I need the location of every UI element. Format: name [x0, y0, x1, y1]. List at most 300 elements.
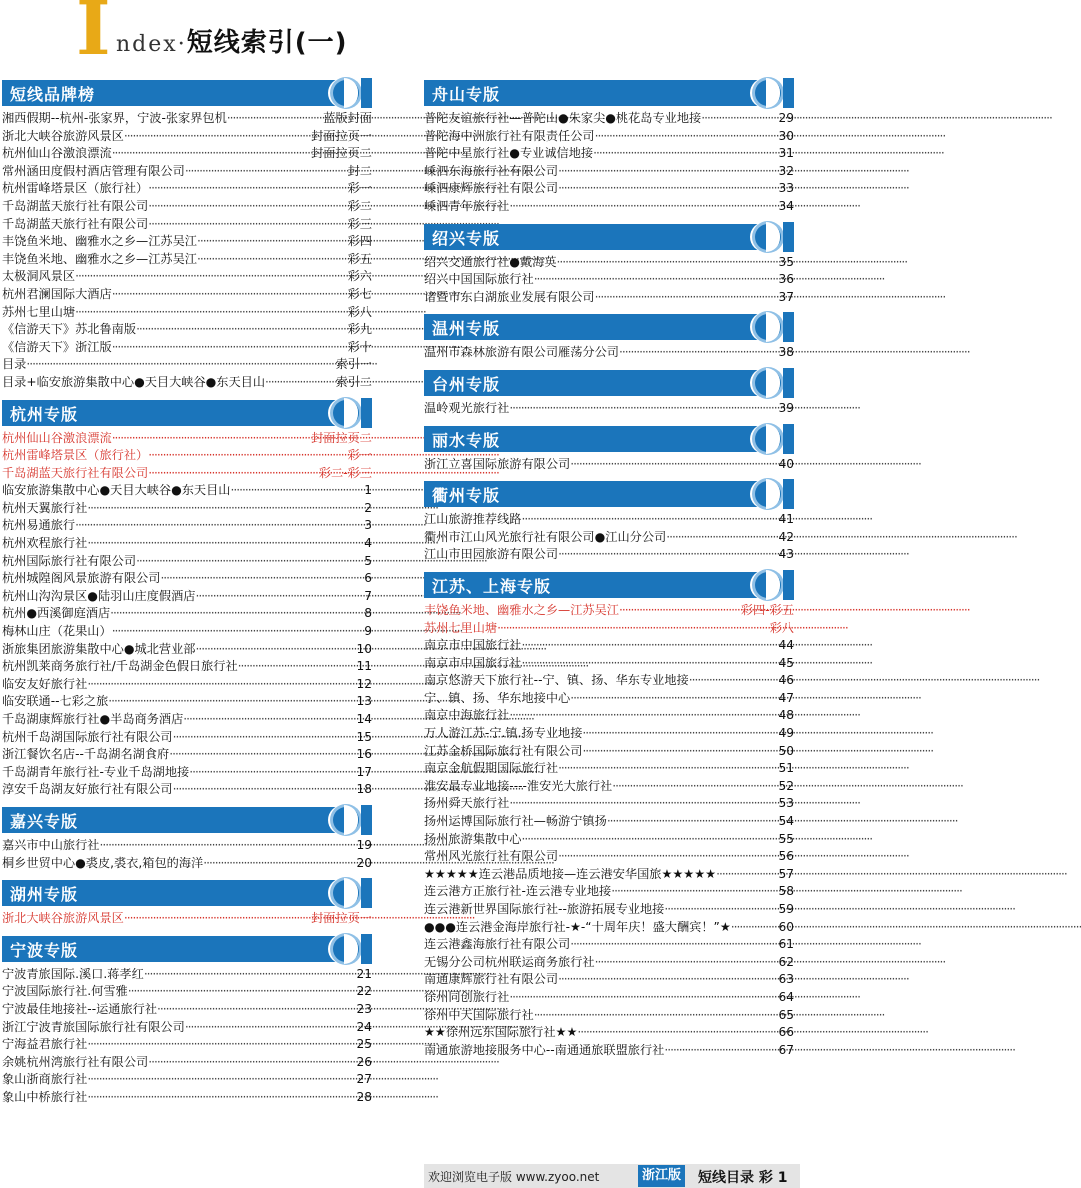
index-entry[interactable] — [424, 271, 794, 289]
entry-page: 彩一 — [347, 181, 372, 196]
index-entry[interactable] — [424, 866, 794, 884]
entry-page: 彩九 — [347, 322, 372, 337]
index-entry[interactable] — [424, 110, 794, 128]
entry-page: 28 — [356, 1089, 372, 1104]
index-entry[interactable] — [424, 795, 794, 813]
index-entry[interactable] — [424, 848, 794, 866]
index-entry[interactable] — [424, 813, 794, 831]
index-entry[interactable] — [424, 672, 794, 690]
leader-dots — [522, 831, 779, 849]
index-entry[interactable] — [2, 570, 372, 588]
index-entry[interactable] — [2, 145, 372, 163]
entry-title: 千岛湖蓝天旅行社有限公司 — [2, 465, 149, 480]
entry-title: 嵊泗东海旅行社有限公司 — [424, 163, 559, 178]
entry-title: 连云港方正旅行社-连云港专业地接 — [424, 884, 612, 899]
section-title: 温州专版 — [432, 319, 501, 339]
leader-dots — [509, 707, 778, 725]
entry-page: 60 — [778, 919, 794, 934]
entry-title: 普陀友谊旅行社—普陀山●朱家尖●桃花岛专业地接 — [424, 111, 702, 125]
entry-page: 封二 — [347, 163, 372, 178]
entry-title: 连云港鑫海旅行社有限公司 — [424, 937, 571, 952]
section-header — [2, 936, 372, 962]
entry-title: 衢州市江山风光旅行社有限公司●江山分公司 — [424, 529, 667, 544]
entry-title: 江苏金桥国际旅行社有限公司 — [424, 743, 583, 758]
entry-title: ★★徐州远东国际旅行社★★ — [424, 1025, 578, 1040]
entry-page: 1 — [364, 483, 372, 498]
section-badge-icon — [328, 878, 372, 908]
leader-dots — [160, 570, 364, 588]
index-entry[interactable] — [2, 304, 372, 322]
index-entry[interactable] — [2, 128, 372, 146]
index-entry[interactable] — [2, 729, 372, 747]
entry-page: 彩一 — [347, 448, 372, 463]
entry-title: 浙旅集团旅游集散中心●城北营业部 — [2, 641, 196, 656]
leader-dots — [124, 910, 311, 928]
section-title: 湖州专版 — [10, 885, 79, 905]
entry-page: 10 — [356, 641, 372, 656]
index-entry[interactable] — [424, 254, 794, 272]
entry-title: 杭州易通旅行 — [2, 518, 76, 533]
leader-dots — [664, 901, 778, 919]
index-entry[interactable] — [424, 778, 794, 796]
section-title: 丽水专版 — [432, 430, 501, 450]
leader-dots — [124, 128, 311, 146]
index-entry[interactable] — [2, 855, 372, 873]
section-header — [424, 481, 794, 507]
entry-page: 14 — [356, 712, 372, 726]
entry-title: 杭州千岛湖国际旅行社有限公司 — [2, 729, 173, 744]
entry-title: 浙江立喜国际旅游有限公司 — [424, 456, 571, 471]
entry-title: 宁、镇、扬、华东地接中心 — [424, 690, 571, 705]
entry-page: 索引一 — [335, 357, 372, 372]
index-entry[interactable] — [2, 198, 372, 216]
index-entry[interactable] — [2, 430, 372, 448]
leader-dots — [611, 883, 778, 901]
section-badge-icon — [750, 570, 794, 600]
index-entry[interactable] — [2, 374, 372, 392]
index-entry[interactable] — [424, 198, 794, 216]
footer-edition-badge: 浙江版 — [638, 1165, 685, 1187]
entry-title: 苏州七里山塘 — [2, 304, 76, 319]
index-entry[interactable] — [424, 936, 794, 954]
index-entry[interactable] — [2, 764, 372, 782]
index-entry[interactable] — [424, 344, 794, 362]
entry-title: 淮安最专业地接----淮安光大旅行社 — [424, 778, 613, 793]
leader-dots — [619, 602, 741, 620]
section-title: 绍兴专版 — [432, 228, 501, 248]
entry-page: 57 — [778, 866, 794, 881]
page-header — [70, 0, 490, 70]
page-title — [116, 22, 347, 59]
entry-page: 34 — [778, 198, 794, 213]
section-title: 杭州专版 — [10, 404, 79, 424]
entry-page: 41 — [778, 512, 794, 527]
entry-page: 62 — [778, 954, 794, 969]
entry-title: 浙北大峡谷旅游风景区 — [2, 128, 124, 143]
index-entry[interactable] — [424, 919, 794, 937]
index-entry[interactable] — [424, 725, 794, 743]
entry-page: 31 — [778, 146, 794, 161]
index-entry[interactable] — [2, 110, 372, 128]
leader-dots — [185, 1019, 357, 1037]
leader-dots — [203, 855, 356, 873]
entry-page: 24 — [356, 1019, 372, 1034]
entry-title: 江山市田园旅游有限公司 — [424, 547, 559, 562]
section-header — [424, 80, 794, 106]
entry-title: 杭州仙山谷激浪漂流 — [2, 146, 112, 161]
entry-title: 浙北大峡谷旅游风景区 — [2, 911, 124, 926]
section-list — [424, 110, 794, 216]
index-entry[interactable] — [2, 1054, 372, 1072]
index-entry[interactable] — [2, 676, 372, 694]
entry-title: 宁海益君旅行社 — [2, 1037, 88, 1052]
index-entry[interactable] — [424, 971, 794, 989]
index-entry[interactable] — [424, 883, 794, 901]
entry-title: 千岛湖康辉旅行社●半岛商务酒店 — [2, 712, 184, 726]
footer-bar — [424, 1164, 800, 1188]
entry-page: 26 — [356, 1054, 372, 1069]
entry-title: 梅林山庄（花果山） — [2, 624, 112, 639]
index-entry[interactable] — [424, 180, 794, 198]
index-entry[interactable] — [2, 180, 372, 198]
entry-title: 湘西假期--杭州-张家界，宁波-张家界包机 — [2, 111, 227, 125]
index-entry[interactable] — [2, 482, 372, 500]
index-entry[interactable] — [2, 535, 372, 553]
leader-dots — [189, 764, 356, 782]
leader-dots — [497, 620, 770, 638]
entry-title: 杭州●西溪御庭酒店 — [2, 606, 111, 621]
entry-page: 48 — [778, 708, 794, 723]
entry-title: 千岛湖蓝天旅行社有限公司 — [2, 198, 149, 213]
entry-title: 温岭观光旅行社 — [424, 400, 510, 415]
entry-title: 杭州仙山谷激浪漂流 — [2, 430, 112, 445]
index-entry[interactable] — [2, 605, 372, 623]
leader-dots — [607, 813, 779, 831]
index-entry[interactable] — [424, 602, 794, 620]
section-header — [2, 400, 372, 426]
entry-title: 千岛湖蓝天旅行社有限公司 — [2, 216, 149, 231]
entry-page: 彩四-彩五 — [740, 602, 794, 617]
section-list — [424, 511, 794, 564]
leader-dots — [87, 676, 356, 694]
entry-title: 苏州七里山塘 — [424, 620, 498, 635]
leader-dots — [100, 837, 357, 855]
entry-page: 3 — [364, 518, 372, 533]
leader-dots — [238, 658, 357, 676]
index-entry[interactable] — [424, 1042, 794, 1060]
leader-dots — [593, 145, 778, 163]
entry-page: 44 — [778, 638, 794, 653]
entry-page: 4 — [364, 536, 372, 551]
index-entry[interactable] — [424, 546, 794, 564]
leader-dots — [582, 725, 778, 743]
leader-dots — [195, 641, 356, 659]
entry-page: 索引二 — [335, 374, 372, 389]
right-column — [424, 80, 794, 1067]
entry-page: 彩十 — [347, 339, 372, 354]
leader-dots — [509, 198, 778, 216]
entry-title: 绍兴中国国际旅行社 — [424, 272, 534, 287]
entry-title: 嵊泗康辉旅行社有限公司 — [424, 181, 559, 196]
index-entry[interactable] — [2, 641, 372, 659]
section-list — [424, 254, 794, 307]
section-list — [2, 966, 372, 1107]
entry-title: 杭州天翼旅行社 — [2, 500, 88, 515]
leader-dots — [509, 400, 778, 418]
entry-page: 32 — [778, 163, 794, 178]
index-entry[interactable] — [424, 760, 794, 778]
index-entry[interactable] — [2, 1019, 372, 1037]
entry-page: 彩四 — [347, 234, 372, 249]
index-entry[interactable] — [2, 1089, 372, 1107]
section-title: 衢州专版 — [432, 486, 501, 506]
leader-dots — [108, 693, 356, 711]
leader-dots — [87, 1089, 356, 1107]
entry-page: 39 — [778, 400, 794, 415]
index-entry[interactable] — [2, 251, 372, 269]
entry-page: 43 — [778, 547, 794, 562]
entry-title: 浙江宁波青旅国际旅行社有限公司 — [2, 1019, 185, 1034]
index-entry[interactable] — [424, 456, 794, 474]
entry-title: 绍兴交通旅行社●戴海英 — [424, 254, 557, 269]
section-header — [424, 370, 794, 396]
entry-title: ★★★★★连云港品质地接—连云港安华国旅★★★★★ — [424, 866, 717, 881]
index-entry[interactable] — [2, 983, 372, 1001]
index-entry[interactable] — [424, 690, 794, 708]
section-list — [2, 910, 372, 928]
leader-dots — [110, 605, 364, 623]
entry-page: 49 — [778, 726, 794, 741]
index-entry[interactable] — [2, 1036, 372, 1054]
entry-title: 江山旅游推荐线路 — [424, 512, 522, 527]
entry-page: 45 — [778, 655, 794, 670]
leader-dots — [128, 983, 357, 1001]
index-entry[interactable] — [424, 707, 794, 725]
entry-page: 22 — [356, 984, 372, 999]
index-entry[interactable] — [424, 655, 794, 673]
entry-title: 淳安千岛湖友好旅行社有限公司 — [2, 782, 173, 797]
entry-page: 11 — [356, 659, 372, 674]
section-list — [424, 344, 794, 362]
entry-page: 61 — [778, 937, 794, 952]
index-entry[interactable] — [2, 517, 372, 535]
entry-title: 象山中桥旅行社 — [2, 1089, 88, 1104]
entry-page: 59 — [778, 902, 794, 916]
leader-dots — [558, 848, 778, 866]
leader-dots — [534, 271, 779, 289]
index-entry[interactable] — [2, 163, 372, 181]
index-entry[interactable] — [2, 1001, 372, 1019]
entry-page: 5 — [364, 553, 372, 568]
section-badge-icon — [328, 805, 372, 835]
leader-dots — [136, 553, 364, 571]
leader-dots — [619, 344, 778, 362]
footer-website[interactable]: 欢迎浏览电子版 www.zyoo.net — [428, 1170, 600, 1184]
entry-page: 13 — [356, 694, 372, 709]
index-entry[interactable] — [2, 286, 372, 304]
entry-page: 9 — [364, 624, 372, 639]
index-entry[interactable] — [2, 781, 372, 799]
leader-dots — [731, 919, 779, 937]
entry-title: 常州风光旅行社有限公司 — [424, 849, 559, 864]
index-entry[interactable] — [2, 837, 372, 855]
entry-title: 丰饶鱼米地、幽雅水之乡—江苏吴江 — [2, 251, 197, 266]
entry-title: 南京金航假期国际旅行社 — [424, 761, 559, 776]
section-header — [424, 426, 794, 452]
index-entry[interactable] — [2, 339, 372, 357]
leader-dots — [169, 746, 356, 764]
index-entry[interactable] — [2, 356, 372, 374]
entry-page: 46 — [778, 673, 794, 688]
leader-dots — [534, 1007, 779, 1025]
leader-dots — [570, 936, 778, 954]
index-entry[interactable] — [2, 746, 372, 764]
index-entry[interactable] — [424, 289, 794, 307]
index-entry[interactable] — [424, 1007, 794, 1025]
entry-page: 65 — [778, 1007, 794, 1022]
index-entry[interactable] — [2, 216, 372, 234]
leader-dots — [265, 374, 335, 392]
index-entry[interactable] — [2, 693, 372, 711]
entry-page: 12 — [356, 676, 372, 691]
leader-dots — [112, 623, 365, 641]
entry-title: 目录 — [2, 357, 27, 372]
index-entry[interactable] — [2, 588, 372, 606]
index-entry[interactable] — [2, 500, 372, 518]
section-list — [424, 602, 794, 1059]
entry-title: 南通旅游地接服务中心--南通通旅联盟旅行社 — [424, 1042, 665, 1057]
entry-page: 彩二 — [347, 198, 372, 213]
leader-dots — [148, 1054, 356, 1072]
leader-dots — [227, 110, 323, 128]
leader-dots — [144, 966, 357, 984]
entry-page: 彩七 — [347, 286, 372, 301]
leader-dots — [522, 655, 779, 673]
entry-title: 《信游天下》苏北鲁南版 — [2, 322, 137, 337]
entry-page: 19 — [356, 837, 372, 852]
index-entry[interactable] — [424, 163, 794, 181]
entry-page: 40 — [778, 456, 794, 471]
index-entry[interactable] — [424, 901, 794, 919]
section-badge-icon — [750, 78, 794, 108]
entry-title: 徐州同创旅行社 — [424, 989, 510, 1004]
entry-title: 杭州欢程旅行社 — [2, 536, 88, 551]
index-entry[interactable] — [2, 711, 372, 729]
leader-dots — [112, 430, 311, 448]
leader-dots — [148, 447, 347, 465]
entry-page: 封面拉页二 — [311, 430, 372, 445]
entry-title: 杭州雷峰塔景区（旅行社） — [2, 448, 149, 463]
entry-title: 连云港新世界国际旅行社--旅游拓展专业地接 — [424, 902, 665, 916]
index-entry[interactable] — [2, 268, 372, 286]
section-title: 江苏、上海专版 — [432, 576, 552, 596]
entry-page: 53 — [778, 796, 794, 811]
entry-page: 15 — [356, 729, 372, 744]
leader-dots — [666, 529, 778, 547]
entry-title: 扬州舜天旅行社 — [424, 796, 510, 811]
footer-page-label: 短线目录 彩 1 — [698, 1170, 788, 1186]
index-entry[interactable] — [2, 910, 372, 928]
section-header — [2, 807, 372, 833]
index-entry[interactable] — [424, 1024, 794, 1042]
entry-title: 宁波国际旅行社.何雪雅 — [2, 984, 128, 999]
entry-page: 2 — [364, 500, 372, 515]
page-title-text: 短线索引(一) — [186, 28, 348, 58]
entry-title: 扬州运博国际旅行社—畅游宁镇扬 — [424, 814, 607, 829]
entry-title: 杭州城隍阁风景旅游有限公司 — [2, 571, 161, 586]
index-entry[interactable] — [424, 511, 794, 529]
section-header — [2, 80, 372, 106]
index-entry[interactable] — [424, 145, 794, 163]
section-list — [2, 110, 372, 392]
entry-page: 38 — [778, 345, 794, 360]
section-badge-icon — [750, 222, 794, 252]
section-header — [2, 880, 372, 906]
leader-dots — [112, 339, 348, 357]
leader-dots — [173, 781, 357, 799]
leader-dots — [185, 163, 348, 181]
index-entry[interactable] — [424, 831, 794, 849]
index-entry[interactable] — [2, 1071, 372, 1089]
index-entry[interactable] — [2, 553, 372, 571]
entry-title: 目录+临安旅游集散中心●天目大峡谷●东天目山 — [2, 374, 266, 389]
index-entry[interactable] — [424, 954, 794, 972]
index-entry[interactable] — [2, 465, 372, 483]
entry-title: 临安联通--七彩之旅 — [2, 694, 109, 709]
entry-title: 南京市中国旅行社 — [424, 655, 522, 670]
index-entry[interactable] — [424, 743, 794, 761]
index-entry[interactable] — [424, 620, 794, 638]
leader-dots — [148, 465, 319, 483]
section-title: 短线品牌榜 — [10, 85, 96, 104]
index-entry[interactable] — [424, 400, 794, 418]
entry-page: 彩六 — [347, 269, 372, 284]
leader-dots — [689, 672, 779, 690]
entry-page: 50 — [778, 743, 794, 758]
entry-page: 64 — [778, 989, 794, 1004]
index-entry[interactable] — [424, 637, 794, 655]
index-entry[interactable] — [2, 233, 372, 251]
index-entry[interactable] — [2, 966, 372, 984]
section-badge-icon — [328, 934, 372, 964]
entry-page: 51 — [778, 761, 794, 776]
index-entry[interactable] — [2, 623, 372, 641]
section-title: 舟山专版 — [432, 85, 501, 104]
leader-dots — [183, 711, 356, 729]
index-entry[interactable] — [2, 658, 372, 676]
entry-page: 36 — [778, 272, 794, 287]
entry-title: 宁波最佳地接社--运通旅行社 — [2, 1001, 158, 1016]
index-entry[interactable] — [424, 989, 794, 1007]
leader-dots — [75, 268, 348, 286]
entry-page: 63 — [778, 972, 794, 987]
index-entry[interactable] — [2, 321, 372, 339]
entry-title: ●●●连云港金海岸旅行社-★-“十周年庆！盛大酬宾！”★ — [424, 919, 731, 934]
index-entry[interactable] — [424, 529, 794, 547]
entry-page: 8 — [364, 606, 372, 621]
entry-title: 诸暨市东白湖旅业发展有限公司 — [424, 289, 595, 304]
entry-page: 20 — [356, 855, 372, 870]
leader-dots — [112, 286, 348, 304]
index-entry[interactable] — [424, 128, 794, 146]
leader-dots — [716, 866, 778, 884]
entry-page: 18 — [356, 782, 372, 797]
leader-dots — [197, 251, 348, 269]
section-badge-icon — [750, 312, 794, 342]
entry-page: 55 — [778, 831, 794, 846]
index-entry[interactable] — [2, 447, 372, 465]
entry-title: 杭州雷峰塔景区（旅行社） — [2, 181, 149, 196]
